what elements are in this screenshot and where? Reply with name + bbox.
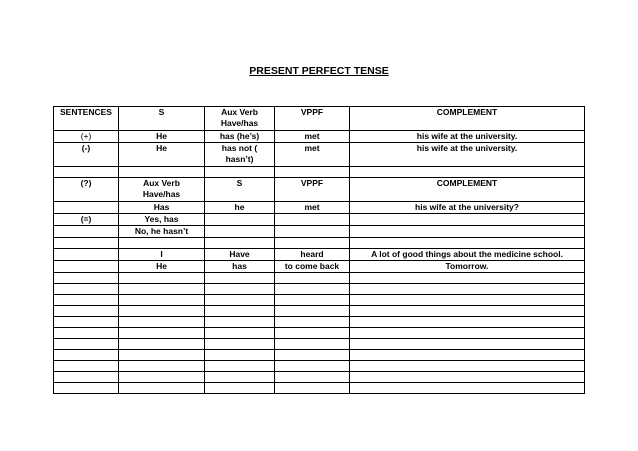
table-cell — [119, 361, 205, 372]
table-cell — [275, 167, 350, 178]
table-cell: his wife at the university. — [350, 131, 585, 143]
table-cell — [275, 226, 350, 238]
table-cell — [275, 317, 350, 328]
table-row — [54, 350, 585, 361]
table-row — [54, 107, 585, 131]
table-row — [54, 249, 585, 261]
table-cell — [54, 350, 119, 361]
table-cell: to come back — [275, 261, 350, 273]
table-row — [54, 167, 585, 178]
table-row — [54, 143, 585, 167]
table-cell — [350, 226, 585, 238]
table-cell — [54, 249, 119, 261]
table-cell — [275, 295, 350, 306]
table-cell — [205, 214, 275, 226]
table-row — [54, 273, 585, 284]
table-cell — [119, 238, 205, 249]
table-cell — [205, 317, 275, 328]
table-cell — [205, 361, 275, 372]
table-cell — [54, 295, 119, 306]
table-cell — [119, 328, 205, 339]
table-cell: Tomorrow. — [350, 261, 585, 273]
table-row — [54, 372, 585, 383]
table-row — [54, 226, 585, 238]
table-cell: COMPLEMENT — [350, 178, 585, 202]
table-cell — [54, 273, 119, 284]
table-cell — [275, 284, 350, 295]
table-cell: (-) — [54, 143, 119, 167]
table-cell: has — [205, 261, 275, 273]
table-cell — [205, 273, 275, 284]
table-cell: Aux Verb Have/has — [119, 178, 205, 202]
table-cell: S — [119, 107, 205, 131]
table-cell — [54, 306, 119, 317]
table-cell — [119, 317, 205, 328]
table-cell — [350, 214, 585, 226]
table-cell — [119, 372, 205, 383]
table-cell: He — [119, 143, 205, 167]
table-cell: VPPF — [275, 178, 350, 202]
table-row — [54, 284, 585, 295]
table-cell — [119, 350, 205, 361]
table-cell — [275, 306, 350, 317]
table-cell — [54, 339, 119, 350]
table-cell: Have — [205, 249, 275, 261]
table-cell: heard — [275, 249, 350, 261]
table-cell — [205, 295, 275, 306]
table-cell — [275, 214, 350, 226]
table-cell: SENTENCES — [54, 107, 119, 131]
table-cell — [54, 167, 119, 178]
table-row — [54, 238, 585, 249]
table-cell — [54, 202, 119, 214]
table-cell — [275, 273, 350, 284]
table-cell — [350, 383, 585, 394]
table-cell — [54, 284, 119, 295]
table-cell — [350, 284, 585, 295]
table-cell — [275, 372, 350, 383]
table-row — [54, 202, 585, 214]
table-row — [54, 328, 585, 339]
table-cell — [119, 383, 205, 394]
table-row — [54, 131, 585, 143]
table-cell — [119, 273, 205, 284]
table-cell — [119, 295, 205, 306]
table-row — [54, 261, 585, 273]
table-cell — [350, 328, 585, 339]
table-cell: I — [119, 249, 205, 261]
table-cell: He — [119, 131, 205, 143]
table-cell — [350, 317, 585, 328]
table-cell: (=) — [54, 214, 119, 226]
table-cell: Yes, has — [119, 214, 205, 226]
table-cell — [350, 350, 585, 361]
table-cell — [54, 261, 119, 273]
table-row — [54, 339, 585, 350]
table-cell: has (he’s) — [205, 131, 275, 143]
table-cell: (+) — [54, 131, 119, 143]
table-cell — [54, 238, 119, 249]
table-cell — [205, 226, 275, 238]
table-cell — [350, 361, 585, 372]
tense-table — [53, 106, 585, 394]
table-cell: He — [119, 261, 205, 273]
table-row — [54, 214, 585, 226]
table-cell: A lot of good things about the medicine school. — [350, 249, 585, 261]
table-cell: met — [275, 143, 350, 167]
table-cell: Has — [119, 202, 205, 214]
table-cell — [350, 238, 585, 249]
table-cell: S — [205, 178, 275, 202]
table-cell — [275, 339, 350, 350]
table-cell: he — [205, 202, 275, 214]
table-cell — [275, 383, 350, 394]
table-cell: (?) — [54, 178, 119, 202]
table-row — [54, 295, 585, 306]
table-cell — [119, 339, 205, 350]
table-cell — [54, 328, 119, 339]
table-cell: his wife at the university. — [350, 143, 585, 167]
table-row — [54, 306, 585, 317]
table-cell — [350, 273, 585, 284]
table-cell — [119, 284, 205, 295]
table-cell — [119, 306, 205, 317]
table-cell — [350, 167, 585, 178]
table-body — [54, 107, 585, 394]
table-cell: met — [275, 131, 350, 143]
table-cell — [275, 238, 350, 249]
table-cell: his wife at the university? — [350, 202, 585, 214]
table-cell — [54, 372, 119, 383]
table-cell — [205, 284, 275, 295]
table-row — [54, 383, 585, 394]
table-cell — [205, 350, 275, 361]
table-row — [54, 178, 585, 202]
table-cell: COMPLEMENT — [350, 107, 585, 131]
table-cell — [205, 372, 275, 383]
table-cell — [350, 295, 585, 306]
table-cell — [54, 383, 119, 394]
table-cell: has not ( hasn’t) — [205, 143, 275, 167]
table-cell — [205, 167, 275, 178]
table-cell — [350, 339, 585, 350]
table-cell — [205, 328, 275, 339]
table-cell — [205, 306, 275, 317]
table-cell — [350, 372, 585, 383]
table-cell — [275, 361, 350, 372]
table-cell: VPPF — [275, 107, 350, 131]
table-cell: Aux Verb Have/has — [205, 107, 275, 131]
table-cell — [205, 339, 275, 350]
table-cell — [205, 383, 275, 394]
table-cell — [275, 328, 350, 339]
table-cell — [275, 350, 350, 361]
table-cell — [205, 238, 275, 249]
table-row — [54, 317, 585, 328]
table-cell — [54, 361, 119, 372]
table-cell: No, he hasn’t — [119, 226, 205, 238]
table-cell: met — [275, 202, 350, 214]
page-title: PRESENT PERFECT TENSE — [249, 65, 389, 77]
table-cell — [54, 226, 119, 238]
table-cell — [119, 167, 205, 178]
table-row — [54, 361, 585, 372]
table-cell — [350, 306, 585, 317]
table-cell — [54, 317, 119, 328]
